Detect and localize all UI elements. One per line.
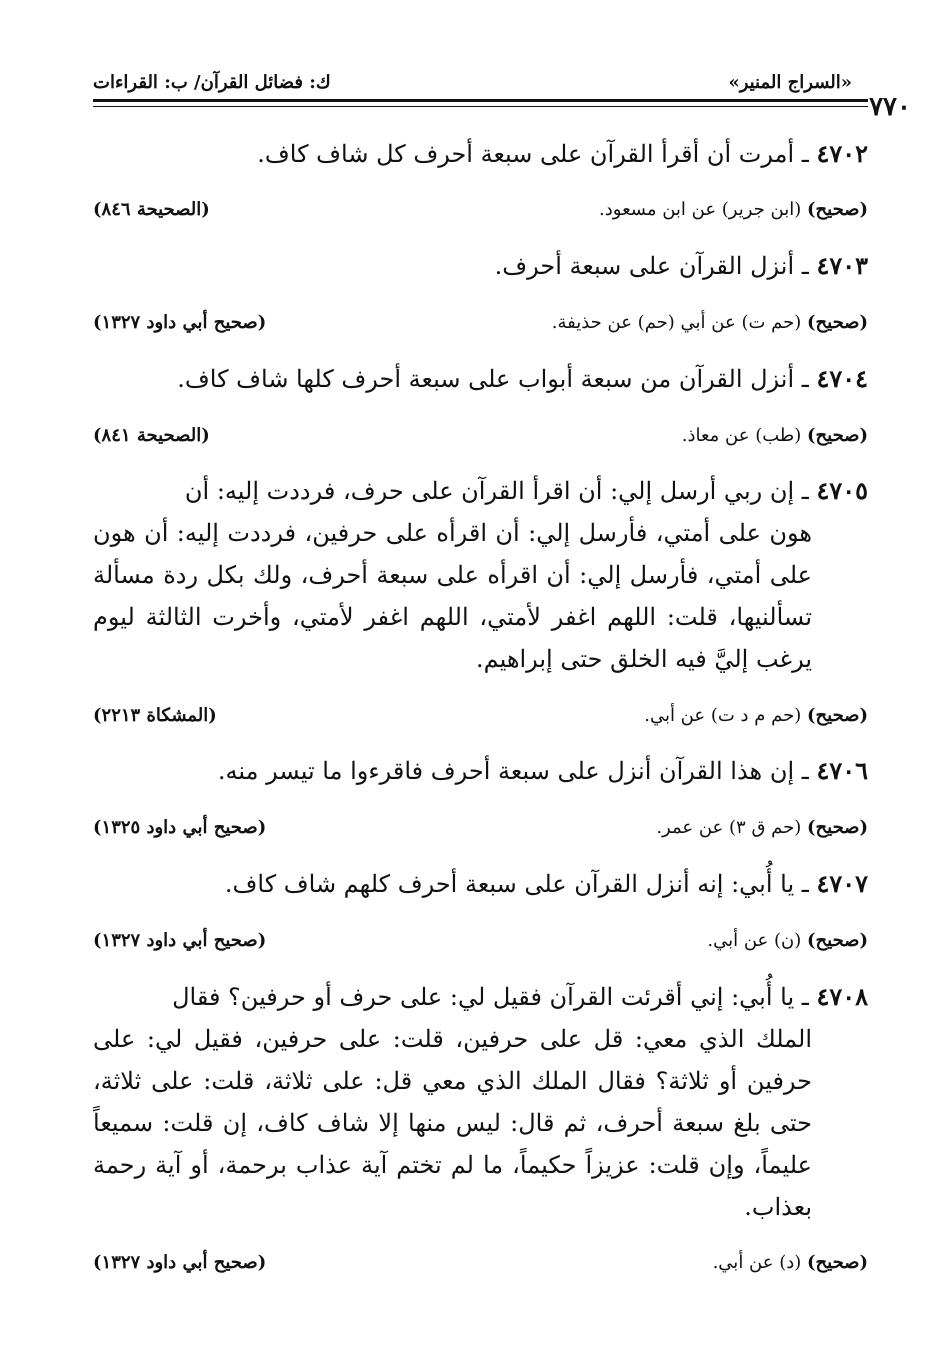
- hadith-entry: ٤٧٠٦ ـ إن هذا القرآن أنزل على سبعة أحرف فاقرءوا ما تيسر منه.: [217, 756, 868, 785]
- header-rule-thin: [93, 106, 868, 107]
- hadith-reference: [93, 930, 868, 958]
- hadith-text-first-line: يا أُبي: إني أقرئت القرآن فقيل لي: على حرف أو حرفين؟ فقال: [172, 983, 795, 1011]
- reference-source: [599, 199, 868, 220]
- hadith-reference: [93, 1252, 868, 1280]
- grade-label: (صحيح): [807, 930, 868, 951]
- hadith-number: ٤٧٠٨: [816, 982, 868, 1011]
- hadith-text: أنزل القرآن على سبعة أحرف.: [494, 252, 795, 280]
- reference-source: [682, 425, 868, 446]
- hadith-reference: [93, 705, 868, 733]
- hadith-text: إن هذا القرآن أنزل على سبعة أحرف فاقرءوا ما تيسر منه.: [217, 757, 795, 785]
- hadith-entry: ٤٧٠٢ ـ أمرت أن أقرأ القرآن على سبعة أحرف كل شاف كاف.: [257, 139, 868, 168]
- hadith-number: ٤٧٠٢: [816, 139, 868, 168]
- hadith-number: ٤٧٠٥: [816, 476, 868, 505]
- hadith-text: أنزل القرآن من سبعة أبواب على سبعة أحرف كلها شاف كاف.: [177, 365, 795, 393]
- hadith-entry: ٤٧٠٧ ـ يا أُبي: إنه أنزل القرآن على سبعة أحرف كلهم شاف كاف.: [224, 869, 868, 898]
- source-text: (ن) عن أبي.: [707, 930, 802, 951]
- hadith-text: يا أُبي: إنه أنزل القرآن على سبعة أحرف كلهم شاف كاف.: [224, 870, 795, 898]
- hadith-entry: ٤٧٠٤ ـ أنزل القرآن من سبعة أبواب على سبعة أحرف كلها شاف كاف.: [177, 364, 868, 393]
- hadith-entry: ٤٧٠٨ ـ يا أُبي: إني أقرئت القرآن فقيل لي: على حرف أو حرفين؟ فقال الملك الذي معي: قل على حرفين، قلت: على حرفين، فقيل لي: على حرفين أو ثلاثة؟ فقال الملك الذي معي قل: على ثلاثة، قلت: على ثلاثة، حتى بلغ سبعة أحرف، ثم قال: ليس منها إلا شاف كاف، إن قلت: سميعاً عليماً، وإن قلت: عزيزاً حكيماً، ما لم تختم آية عذاب برحمة، أو آية رحمة بعذاب.: [93, 976, 868, 1228]
- source-text: (حم م د ت) عن أبي.: [644, 705, 802, 726]
- source-text: (ابن جرير) عن ابن مسعود.: [599, 199, 802, 220]
- hadith-number: ٤٧٠٣: [816, 251, 868, 280]
- hadith-reference: [93, 817, 868, 845]
- hadith-entry: ٤٧٠٥ ـ إن ربي أرسل إلي: أن اقرأ القرآن على حرف، فرددت إليه: أن هون على أمتي، فأرسل إلي: أن اقرأه على حرفين، فرددت إليه: أن هون على أمتي، فأرسل إلي: أن اقرأه على سبعة أحرف، ولك بكل ردة مسألة تسألنيها، قلت: اللهم اغفر لأمتي، اللهم اغفر لأمتي، وأخرت الثالثة ليوم يرغب إليَّ فيه الخلق حتى إبراهيم.: [93, 470, 868, 680]
- source-text: (طب) عن معاذ.: [681, 425, 802, 446]
- running-header-title: «السراج المنير»: [728, 72, 852, 93]
- hadith-reference: [93, 199, 868, 227]
- reference-source: [552, 312, 868, 333]
- grade-label: (صحيح): [807, 1252, 868, 1273]
- book-reference: (الصحيحة ٨٤٦): [93, 199, 210, 220]
- hadith-text-continuation: هون على أمتي، فأرسل إلي: أن اقرأه على حرفين، فرددت إليه: أن هون على أمتي، فأرسل إلي: أن اقرأه على سبعة أحرف، ولك بكل ردة مسألة تسألنيها، قلت: اللهم اغفر لأمتي، اللهم اغفر لأمتي، وأخرت الثالثة ليوم يرغب إليَّ فيه الخلق حتى إبراهيم.: [93, 519, 812, 673]
- hadith-reference: [93, 425, 868, 453]
- hadith-text-continuation: الملك الذي معي: قل على حرفين، قلت: على حرفين، فقيل لي: على حرفين أو ثلاثة؟ فقال الملك الذي معي قل: على ثلاثة، قلت: على ثلاثة، حتى بلغ سبعة أحرف، ثم قال: ليس منها إلا شاف كاف، إن قلت: سميعاً عليماً، وإن قلت: عزيزاً حكيماً، ما لم تختم آية عذاب برحمة، أو آية رحمة بعذاب.: [93, 1025, 812, 1221]
- running-header-section: ك: فضائل القرآن/ ب: القراءات: [93, 72, 331, 93]
- hadith-entry: ٤٧٠٣ ـ أنزل القرآن على سبعة أحرف.: [494, 251, 868, 280]
- reference-source: [656, 817, 868, 838]
- page-number: ٧٧٠: [869, 92, 911, 122]
- hadith-text: أمرت أن أقرأ القرآن على سبعة أحرف كل شاف كاف.: [257, 140, 795, 168]
- source-text: (حم ت) عن أبي (حم) عن حذيفة.: [551, 312, 802, 333]
- reference-source: [644, 705, 868, 726]
- book-reference: (صحيح أبي داود ١٣٢٧): [93, 930, 267, 951]
- book-reference: (صحيح أبي داود ١٣٢٧): [93, 1252, 267, 1273]
- book-reference: (الصحيحة ٨٤١): [93, 425, 210, 446]
- reference-source: [713, 1252, 868, 1273]
- source-text: (د) عن أبي.: [712, 1252, 802, 1273]
- hadith-number: ٤٧٠٧: [816, 869, 868, 898]
- book-reference: (صحيح أبي داود ١٣٢٧): [93, 312, 267, 333]
- header-rule-thick: [93, 99, 868, 102]
- hadith-text-first-line: إن ربي أرسل إلي: أن اقرأ القرآن على حرف، فرددت إليه: أن: [184, 477, 795, 505]
- grade-label: (صحيح): [807, 425, 868, 446]
- grade-label: (صحيح): [807, 199, 868, 220]
- grade-label: (صحيح): [807, 817, 868, 838]
- hadith-number: ٤٧٠٦: [816, 756, 868, 785]
- hadith-reference: [93, 312, 868, 340]
- grade-label: (صحيح): [807, 705, 868, 726]
- hadith-number: ٤٧٠٤: [816, 364, 868, 393]
- book-reference: (المشكاة ٢٢١٣): [93, 705, 217, 726]
- book-reference: (صحيح أبي داود ١٣٢٥): [93, 817, 267, 838]
- reference-source: [707, 930, 868, 951]
- source-text: (حم ق ٣) عن عمر.: [656, 817, 802, 838]
- grade-label: (صحيح): [807, 312, 868, 333]
